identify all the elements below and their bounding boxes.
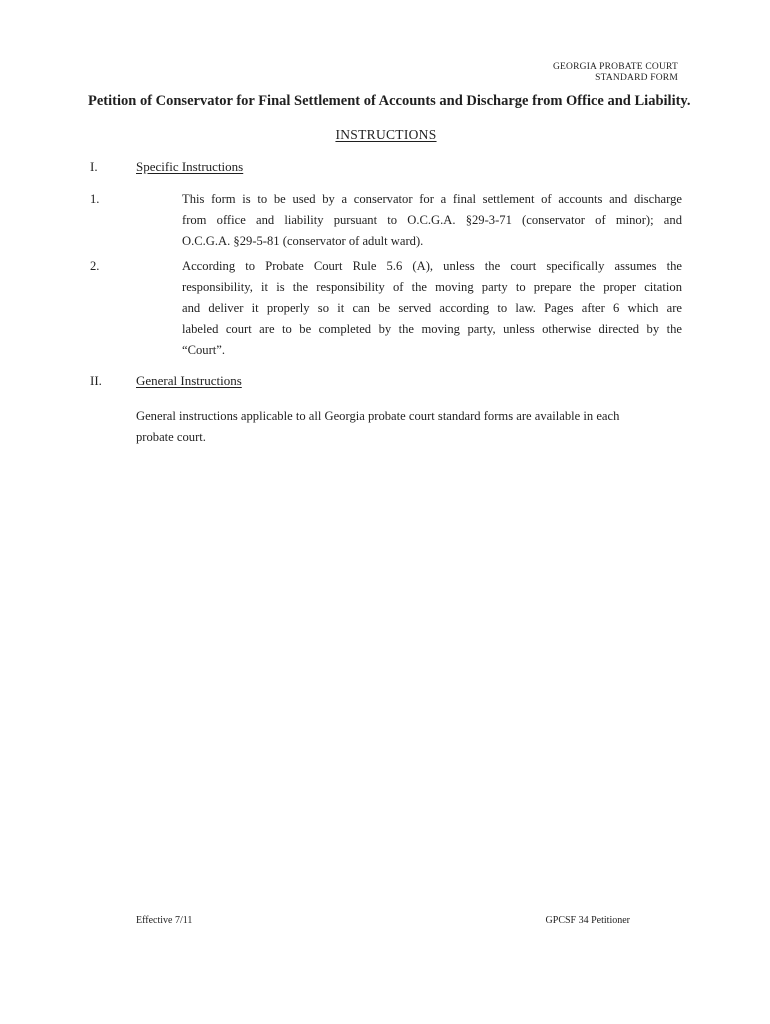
document-title: Petition of Conservator for Final Settlement of Accounts and Discharge from Office and Liability. [88,93,691,109]
paragraph-line: and deliver it properly so it can be served according to law. Pages after 6 which are [182,301,682,315]
section-2-numeral: II. [90,373,102,388]
instruction-item-2 [90,256,682,361]
paragraph-line: O.C.G.A. §29-5-81 (conservator of adult ward). [182,234,424,248]
court-name-line: GEORGIA PROBATE COURT [552,62,678,72]
section-2-paragraph [136,406,684,448]
item-1-paragraph [182,189,682,252]
footer-form-code: GPCSF 34 Petitioner [545,915,630,926]
section-1-numeral: I. [90,159,98,174]
form-type-line: STANDARD FORM [595,73,678,83]
paragraph-line: “Court”. [182,343,226,357]
paragraph-line: This form is to be used by a conservator for a final settlement of accounts and discharge [182,192,682,206]
court-header [553,62,678,84]
section-1-heading: Specific Instructions [136,159,244,174]
paragraph-line: probate court. [136,430,206,444]
section-2-heading: General Instructions [136,373,242,388]
paragraph-line: from office and liability pursuant to O.C.G.A. §29-3-71 (conservator of minor); and [182,213,682,227]
footer-effective-date: Effective 7/11 [136,915,193,926]
paragraph-line: According to Probate Court Rule 5.6 (A), unless the court specifically assumes the [182,259,682,273]
section-1-heading-row [90,159,243,175]
item-2-number: 2. [90,259,100,273]
item-1-number: 1. [90,192,100,206]
paragraph-line: labeled court are to be completed by the moving party, unless otherwise directed by the [182,322,682,336]
paragraph-line: responsibility, it is the responsibility of the moving party to prepare the proper citation [182,280,682,294]
paragraph-line: General instructions applicable to all Georgia probate court standard forms are available in each [136,409,620,423]
item-2-paragraph [182,256,682,361]
section-2-heading-row [90,373,242,389]
instruction-item-1 [90,189,682,252]
instructions-heading: INSTRUCTIONS [335,127,437,142]
